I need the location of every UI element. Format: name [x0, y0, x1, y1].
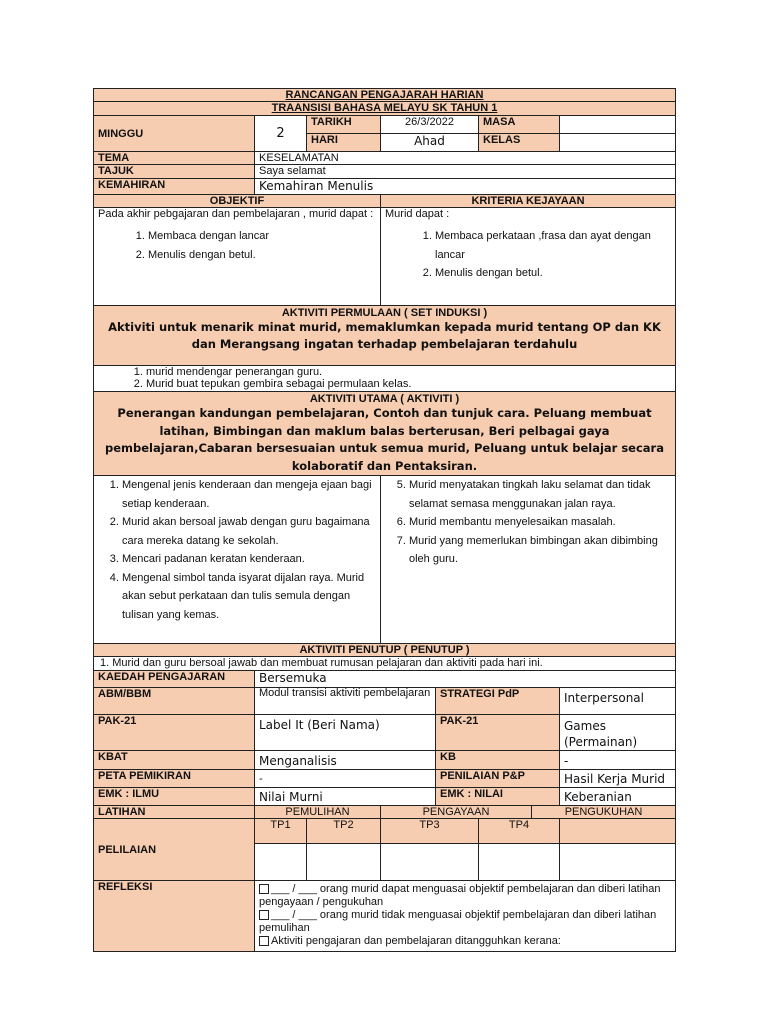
kemahiran-value: Kemahiran Menulis — [255, 179, 676, 195]
masa-value — [560, 116, 676, 134]
objektif-cell — [94, 208, 381, 306]
tajuk-label: TAJUK — [94, 165, 255, 179]
kemahiran-label: KEMAHIRAN — [94, 179, 255, 195]
lesson-plan-sheet — [93, 88, 675, 952]
tp4-value — [479, 844, 560, 881]
lesson-plan-table — [93, 88, 676, 952]
tp2-value — [307, 844, 381, 881]
tp3-label: TP3 — [381, 819, 479, 844]
kriteria-list — [385, 227, 671, 283]
list-item: 7. Murid yang memerlukan bimbingan akan dibimbing oleh guru. — [409, 532, 671, 569]
pak-label-right: PAK-21 — [436, 715, 560, 751]
minggu-label: MINGGU — [94, 116, 255, 152]
kb-value: - — [560, 751, 676, 770]
permulaan-heading: AKTIVITI PERMULAAN ( SET INDUKSI ) — [281, 307, 488, 319]
objektif-heading: OBJEKTIF — [94, 195, 381, 208]
pelilaian-label: PELILAIAN — [94, 819, 255, 881]
permulaan-list — [98, 366, 671, 390]
tp1-value — [255, 844, 307, 881]
utama-description: Penerangan kandungan pembelajaran, Contoh dan tunjuk cara. Peluang membuat latihan, Bimbingan dan maklum balas berterusan, Beri pelbagai gaya pembelajaran,Cabaran bersesuaian untuk semua murid, Peluang untuk belajar secara kolaboratif dan Pentaksiran. — [105, 406, 664, 473]
kbat-value: Menganalisis — [255, 751, 436, 770]
refleksi-line-3: Aktiviti pengajaran dan pembelajaran ditangguhkan kerana: — [259, 935, 671, 948]
refleksi-line-1: ___ / ___ orang murid dapat menguasai objektif pembelajaran dan diberi latihan pengayaan / pengukuhan — [259, 883, 661, 908]
penilaian-value: Hasil Kerja Murid — [560, 770, 676, 788]
kriteria-heading: KRITERIA KEJAYAAN — [381, 195, 676, 208]
utama-left-list — [98, 476, 376, 624]
penilaian-label: PENILAIAN P&P — [436, 770, 560, 788]
refleksi-line-2: ___ / ___ orang murid tidak menguasai objektif pembelajaran dan diberi latihan pemulihan — [259, 909, 657, 934]
tp2-label: TP2 — [307, 819, 381, 844]
document-subtitle: TRAANSISI BAHASA MELAYU SK TAHUN 1 — [94, 102, 676, 116]
tp5-spacer — [560, 844, 676, 881]
utama-heading: AKTIVITI UTAMA ( AKTIVITI ) — [309, 393, 460, 405]
list-item: 1. Membaca perkataan ,frasa dan ayat dengan lancar — [435, 227, 671, 264]
pak-value-left: Label It (Beri Nama) — [255, 715, 436, 751]
emk-nilai-value: Keberanian — [560, 788, 676, 806]
latihan-label: LATIHAN — [94, 806, 255, 819]
utama-header — [94, 392, 676, 476]
hari-label: HARI — [307, 134, 381, 152]
pengukuhan-label: PENGUKUHAN — [532, 806, 676, 819]
list-item: 1. Mengenal jenis kenderaan dan mengeja ejaan bagi setiap kenderaan. — [122, 476, 376, 513]
pak-label-left: PAK-21 — [94, 715, 255, 751]
refleksi-label: REFLEKSI — [94, 881, 255, 952]
kaedah-label: KAEDAH PENGAJARAN — [94, 671, 255, 688]
tarikh-value: 26/3/2022 — [381, 116, 479, 134]
list-item: 1. Membaca dengan lancar — [148, 227, 376, 246]
peta-label: PETA PEMIKIRAN — [94, 770, 255, 788]
list-item: 1. murid mendengar penerangan guru. — [146, 366, 671, 378]
checkbox-icon[interactable] — [259, 936, 269, 946]
minggu-value: 2 — [255, 116, 307, 152]
refleksi-cell — [255, 881, 676, 952]
kelas-value — [560, 134, 676, 152]
list-item: 3. Mencari padanan keratan kenderaan. — [122, 550, 376, 569]
kbat-label: KBAT — [94, 751, 255, 770]
hari-value: Ahad — [381, 134, 479, 152]
tarikh-label: TARIKH — [307, 116, 381, 134]
tajuk-value: Saya selamat — [255, 165, 676, 179]
tp3-value — [381, 844, 479, 881]
tema-value: KESELAMATAN — [255, 152, 676, 165]
emk-ilmu-label: EMK : ILMU — [94, 788, 255, 806]
checkbox-icon[interactable] — [259, 910, 269, 920]
kriteria-intro: Murid dapat : — [385, 208, 450, 220]
kriteria-cell — [381, 208, 676, 306]
utama-right-cell — [381, 476, 676, 644]
list-item: 4. Mengenal simbol tanda isyarat dijalan raya. Murid akan sebut perkataan dan tulis semula dengan tulisan yang kemas. — [122, 569, 376, 625]
list-item: 2. Murid akan bersoal jawab dengan guru bagaimana cara mereka datang ke sekolah. — [122, 513, 376, 550]
peta-value: - — [255, 770, 436, 788]
emk-ilmu-value: Nilai Murni — [255, 788, 436, 806]
tp1-label: TP1 — [255, 819, 307, 844]
masa-label: MASA — [479, 116, 560, 134]
permulaan-description: Aktiviti untuk menarik minat murid, memaklumkan kepada murid tentang OP dan KK dan Merangsang ingatan terhadap pembelajaran terdahulu — [108, 320, 661, 351]
utama-right-list — [385, 476, 671, 569]
tp4-label: TP4 — [479, 819, 560, 844]
strategi-label: STRATEGI PdP — [436, 688, 560, 715]
kaedah-value: Bersemuka — [255, 671, 676, 688]
list-item: 5. Murid menyatakan tingkah laku selamat dan tidak selamat semasa menggunakan jalan raya. — [409, 476, 671, 513]
list-item: 6. Murid membantu menyelesaikan masalah. — [409, 513, 671, 532]
list-item: 2. Menulis dengan betul. — [435, 264, 671, 283]
list-item: 2. Murid buat tepukan gembira sebagai permulaan kelas. — [146, 378, 671, 390]
emk-nilai-label: EMK : NILAI — [436, 788, 560, 806]
kb-label: KB — [436, 751, 560, 770]
permulaan-cell — [94, 366, 676, 392]
penutup-heading: AKTIVITI PENUTUP ( PENUTUP ) — [94, 644, 676, 657]
pak-value-right: Games (Permainan) — [560, 715, 676, 751]
strategi-value: Interpersonal — [560, 688, 676, 715]
objektif-intro: Pada akhir pebgajaran dan pembelajaran , murid dapat : — [98, 208, 374, 220]
document-title: RANCANGAN PENGAJARAH HARIAN — [94, 89, 676, 102]
pemulihan-label: PEMULIHAN — [255, 806, 381, 819]
list-item: 2. Menulis dengan betul. — [148, 246, 376, 265]
pengayaan-label: PENGAYAAN — [381, 806, 532, 819]
abm-value: Modul transisi aktiviti pembelajaran — [255, 688, 436, 715]
utama-left-cell — [94, 476, 381, 644]
penutup-item: 1. Murid dan guru bersoal jawab dan membuat rumusan pelajaran dan aktiviti pada hari ini. — [94, 657, 676, 671]
tp5-tp6-cell — [560, 819, 676, 844]
tema-label: TEMA — [94, 152, 255, 165]
abm-label: ABM/BBM — [94, 688, 255, 715]
kelas-label: KELAS — [479, 134, 560, 152]
objektif-list — [98, 227, 376, 264]
checkbox-icon[interactable] — [259, 884, 269, 894]
permulaan-header — [94, 306, 676, 366]
